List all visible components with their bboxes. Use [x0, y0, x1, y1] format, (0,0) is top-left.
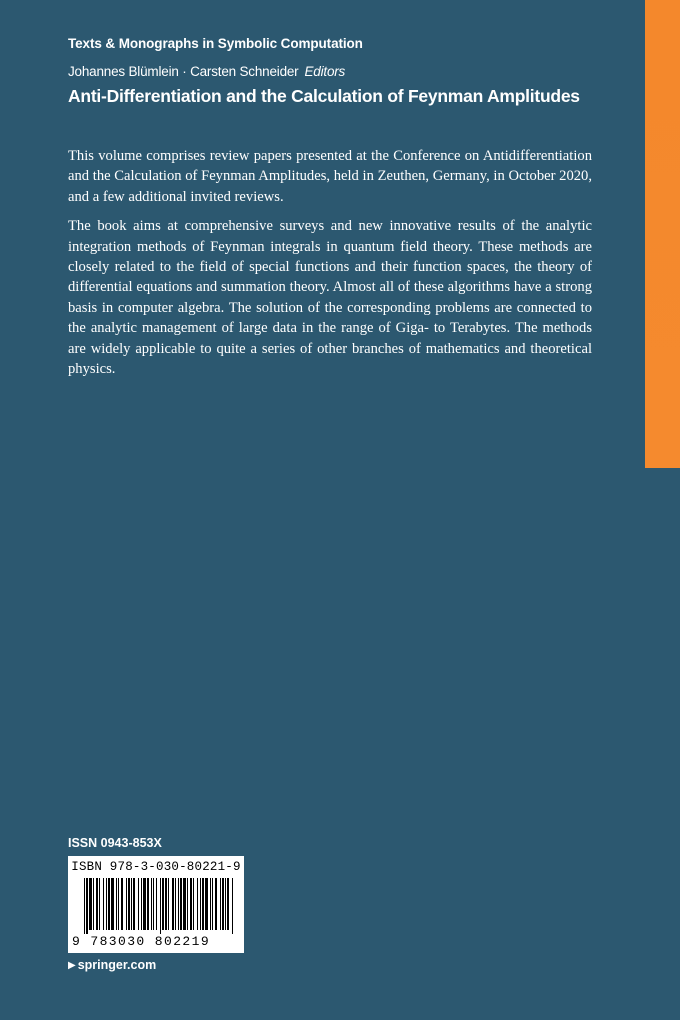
- barcode-bar: [156, 878, 157, 930]
- barcode-bar: [84, 878, 85, 934]
- barcode-bar: [165, 878, 167, 930]
- barcode-bar: [232, 878, 233, 934]
- blurb-paragraph-1: This volume comprises review papers presented at the Conference on Antidifferentiation and the Calculation of Feynman Amplitudes, held in Zeuthen, Germany, in October 2020, and a few additional invited reviews.: [68, 148, 592, 205]
- barcode-bar: [200, 878, 201, 930]
- series-title: Texts & Monographs in Symbolic Computation: [68, 36, 363, 51]
- barcode-bar: [111, 878, 114, 930]
- barcode-bar: [210, 878, 211, 930]
- barcode-bar: [162, 878, 164, 930]
- barcode-bar: [183, 878, 186, 930]
- barcode-bar: [86, 878, 88, 934]
- barcode-bar: [118, 878, 119, 930]
- barcode-bar: [138, 878, 139, 930]
- orange-edge-bar: [645, 0, 680, 468]
- barcode-bar: [175, 878, 176, 930]
- barcode-bar: [225, 878, 226, 930]
- barcode-bar: [153, 878, 154, 930]
- editors-line: [68, 64, 345, 79]
- barcode-bar: [99, 878, 100, 930]
- barcode-bar: [116, 878, 117, 930]
- isbn-text: ISBN 978-3-030-80221-9: [71, 860, 241, 874]
- issn-label: ISSN 0943-853X: [68, 836, 162, 850]
- editors-role: Editors: [304, 64, 346, 79]
- barcode-bar: [103, 878, 104, 930]
- barcode-bar: [126, 878, 127, 930]
- barcode-bar: [128, 878, 130, 930]
- barcode-bar: [141, 878, 142, 930]
- barcode-bar: [215, 878, 217, 930]
- barcode-bar: [180, 878, 182, 930]
- barcode-bar: [197, 878, 198, 930]
- blurb-paragraph-2: The book aims at comprehensive surveys and new innovative results of the analytic integration methods of Feynman integrals in quantum field theory. These methods are closely related to the field of special functions and their function spaces, the theory of differential equations and summation theory. Almost all of these algorithms have a strong basis in computer algebra. The solution of the corresponding problems are connected to the analytic management of large data in the range of Giga- to Terabytes. The methods are widely applicable to quite a series of other branches of mathematics and theoretical physics.: [68, 218, 592, 378]
- barcode-bar: [106, 878, 107, 930]
- barcode-bar: [227, 878, 229, 930]
- barcode-bar: [108, 878, 110, 930]
- barcode-bar: [96, 878, 98, 930]
- ean-digits: 9 783030 802219: [72, 934, 211, 949]
- publisher-link-text: springer.com: [77, 958, 157, 972]
- barcode-bar: [147, 878, 149, 930]
- barcode-bar: [89, 878, 92, 930]
- barcode-bar: [131, 878, 132, 930]
- barcode-bar: [151, 878, 152, 930]
- editor-names: Johannes Blümlein · Carsten Schneider: [68, 64, 299, 79]
- barcode-bar: [143, 878, 146, 930]
- barcode-bar: [133, 878, 135, 930]
- publisher-link[interactable]: [68, 958, 156, 972]
- barcode-bar: [202, 878, 204, 930]
- triangle-right-icon: ▶: [68, 959, 76, 971]
- barcode-bar: [121, 878, 123, 930]
- barcode-bars: [84, 878, 234, 934]
- isbn-barcode: [68, 856, 244, 953]
- barcode-bar: [193, 878, 194, 930]
- barcode-bar: [190, 878, 192, 930]
- barcode-bar: [93, 878, 94, 930]
- barcode-bar: [220, 878, 221, 930]
- barcode-bar: [212, 878, 213, 930]
- barcode-bar: [172, 878, 174, 930]
- book-title: Anti-Differentiation and the Calculation of Feynman Amplitudes: [68, 86, 580, 106]
- barcode-bar: [205, 878, 208, 930]
- barcode-bar: [187, 878, 188, 930]
- back-cover-blurb: [68, 146, 592, 388]
- barcode-bar: [160, 878, 161, 934]
- barcode-bar: [222, 878, 224, 930]
- barcode-bar: [168, 878, 169, 930]
- barcode-bar: [178, 878, 179, 930]
